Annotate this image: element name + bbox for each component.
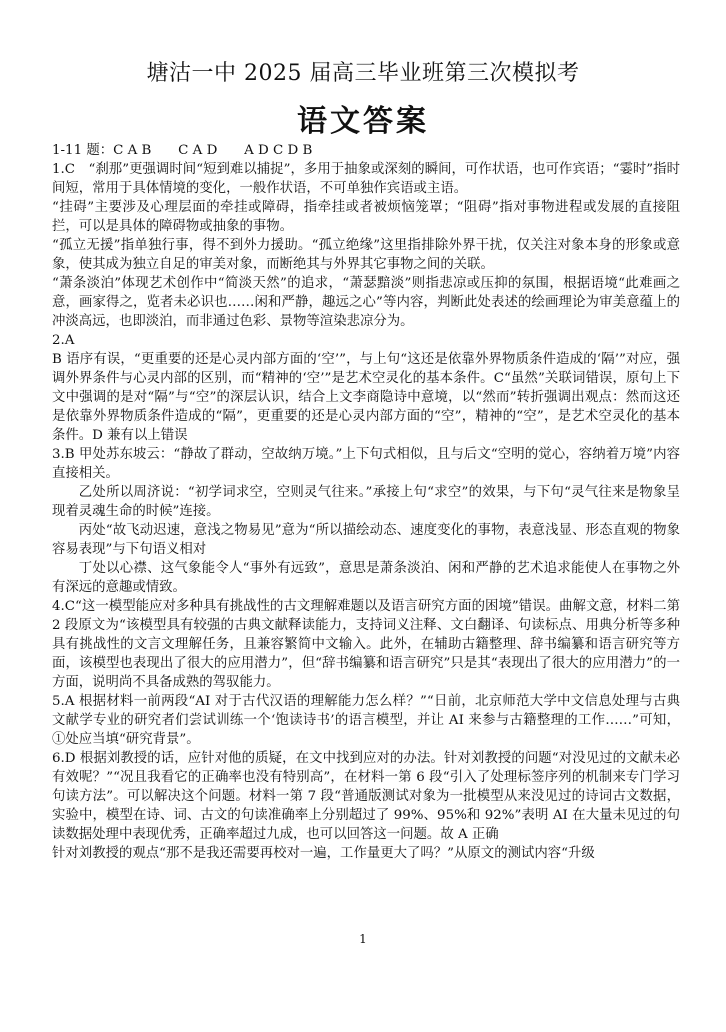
- q5-paragraph: 5.A 根据材料一前两段“AI 对于古代汉语的理解能力怎么样？”“日前，北京师范大学中文信息处理与古典文献学专业的研究者们尝试训练一个‘饱读诗书’的语言模型，并让 AI 来参与古籍整理的工作……”可知，①处应当填“研究背景”。: [52, 694, 680, 747]
- answer-body: [52, 141, 680, 863]
- q4-paragraph: 4.C“这一模型能应对多种具有挑战性的古文理解难题以及语言研究方面的困境”错误。曲解文意，材料二第 2 段原文为“该模型具有较强的古典文献释读能力，支持词义注释、文白翻译、句读标点、用典分析等多种具有挑战性的文言文理解任务，且兼容繁简中文输入。此外，在辅助古籍整理、辞书编纂和语言研究等方面，该模型也表现出了很大的应用潜力”，但“辞书编纂和语言研究”只是其“表现出了很大的应用潜力”的一方面，说明尚不具备成熟的驾驭能力。: [52, 599, 680, 690]
- q1-paragraph: “挂碍”主要涉及心理层面的牵挂或障碍，指牵挂或者被烦恼笼罩；“阻碍”指对事物进程或发展的直接阻拦，可以是具体的障碍物或抽象的事物。: [52, 200, 680, 234]
- q3-paragraph: 3.B 甲处苏东坡云：“静故了群动，空故纳万境。”上下句式相似，且与后文“空明的觉心，容纳着万境”内容直接相关。: [52, 447, 680, 481]
- page-number: 1: [359, 932, 367, 946]
- q3-paragraph: 丁处以心襟、这气象能令人“事外有远致”，意思是萧条淡泊、闲和严静的艺术追求能使人在事物之外有深远的意趣或情致。: [52, 561, 680, 595]
- q2-heading: 2.A: [52, 333, 75, 348]
- q3-paragraph: 乙处所以周济说：“初学词求空，空则灵气往来。”承接上句“求空”的效果，与下句“灵气往来是物象呈现着灵魂生命的时候”连接。: [52, 485, 680, 519]
- exam-title: 塘沽一中 2025 届高三毕业班第三次模拟考: [146, 61, 580, 86]
- q6-paragraph: 6.D 根据刘教授的话，应针对他的质疑，在文中找到应对的办法。针对刘教授的问题“对没见过的文献未必有效呢？”“况且我看它的正确率也没有特别高”，在材料一第 6 段“引入了处理标签序列的机制来专门学习句读方法”。可以解决这个问题。材料一第 7 段“普通版测试对象为一批模型从来没见过的诗词古文数据，实验中，模型在诗、词、古文的句读准确率上分别超过了 99%、95%和 92%”表明 AI 在大量未见过的句读数据处理中表现优秀，正确率超过九成，也可以回答这一问题。故 A 正确: [52, 751, 680, 842]
- q3-paragraph: 丙处“故飞动迟速，意浅之物易见”意为“所以描绘动态、速度变化的事物，表意浅显、形态直观的物象容易表现”与下句语义相对: [52, 523, 680, 557]
- q1-paragraph: 1.C “刹那”更强调时间“短到难以捕捉”，多用于抽象或深刻的瞬间，可作状语，也可作宾语；“霎时”指时间短，常用于具体情境的变化，一般作状语，不可单独作宾语或主语。: [52, 162, 680, 196]
- q1-paragraph: “萧条淡泊”体现艺术创作中“简淡天然”的追求，“萧瑟黯淡”则指悲凉或压抑的氛围，根据语境“此难画之意，画家得之，览者未必识也……闲和严静，趣远之心”等内容，判断此处表述的绘画理论为审美意蕴上的冲淡高远，也即淡泊，而非通过色彩、景物等渲染悲凉分为。: [52, 276, 680, 329]
- multiple-choice-answers: 1-11 题：C A B C A D A D C D B: [52, 143, 313, 158]
- q1-paragraph: “孤立无援”指单独行事，得不到外力援助。“孤立绝缘”这里指排除外界干扰，仅关注对象本身的形象或意象，使其成为独立自足的审美对象，而断绝其与外界其它事物之间的关联。: [52, 238, 680, 272]
- q2-paragraph: B 语序有误，“更重要的还是心灵内部方面的‘空’”，与上句“这还是依靠外界物质条件造成的‘隔’”对应，强调外界条件与心灵内部的区别，而“精神的‘空’”是艺术空灵化的基本条件。C“虽然”关联词错误，原句上下文中强调的是对“隔”与“空”的深层认识，结合上文李商隐诗中意境，以“然而”转折强调出观点：然而这还是依靠外界物质条件造成的“隔”，更重要的还是心灵内部方面的“空”，精神的“空”，是艺术空灵化的基本条件。D 兼有以上错误: [52, 352, 680, 443]
- q6-continuation: 针对刘教授的观点“那不是我还需要再校对一遍，工作量更大了吗？”从原文的测试内容“升级: [52, 846, 595, 861]
- answer-key-heading: 语文答案: [297, 104, 429, 139]
